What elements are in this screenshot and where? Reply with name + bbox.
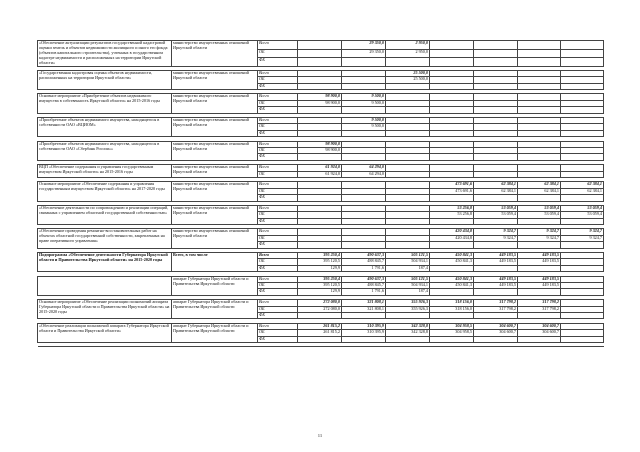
amount-cell: 342 328,8 (386, 323, 430, 329)
amount-cell (386, 58, 430, 67)
funding-source-cell: ОБ (258, 148, 298, 154)
funding-source-cell: Всего (258, 229, 298, 235)
responsible-cell: министерство имущественных отношений Иркутской области (172, 205, 258, 224)
amount-cell: 98 900,0 (298, 100, 342, 106)
program-name-cell: Основное мероприятие «Обеспечение содержания и управления государственным имуществом Иркутской области» на 2017-2020 годы (38, 182, 172, 201)
amount-cell: 317 798,2 (518, 300, 561, 306)
amount-cell: 261 815,2 (298, 323, 342, 329)
program-name-cell: Основное мероприятие «Обеспечение реализации полномочий аппарата Губернатора Иркутской области и Правительства Иркутской области» на 2015-2020 годы (38, 300, 172, 319)
funding-source-cell: ФБ (258, 242, 298, 248)
amount-cell: 9 500,0 (342, 118, 386, 124)
amount-cell: 321 808,1 (342, 306, 386, 312)
program-name-cell: ВЦП «Обеспечение содержания и управления государственным имуществом Иркутской области» на 2015-2016 годы (38, 165, 172, 178)
amount-cell: 53 059,4 (474, 205, 518, 211)
funding-source-cell: ОБ (258, 259, 298, 265)
funding-source-cell: ОБ (258, 282, 298, 288)
funding-source-cell: ОБ (258, 306, 298, 312)
amount-cell: 450 841,3 (430, 253, 474, 259)
responsible-cell: министерство имущественных отношений Иркутской области (172, 182, 258, 201)
amount-cell: 304 958,5 (430, 330, 474, 336)
budget-table (37, 40, 604, 347)
amount-cell: 420 434,8 (430, 235, 474, 241)
amount-cell: 9 324,7 (474, 229, 518, 235)
amount-cell (561, 49, 604, 58)
funding-source-cell: Всего (258, 323, 298, 329)
funding-source-cell: ФБ (258, 265, 298, 271)
amount-cell: 488 845,7 (342, 259, 386, 265)
amount-cell: 342 328,8 (386, 330, 430, 336)
funding-source-cell: ФБ (258, 83, 298, 89)
amount-cell: 53 059,4 (474, 212, 518, 218)
amount-cell: 9 500,0 (342, 124, 386, 130)
funding-source-cell: ФБ (258, 312, 298, 318)
funding-source-cell: ФБ (258, 130, 298, 136)
amount-cell: 62 384,1 (518, 182, 561, 188)
page-number: 11 (317, 433, 323, 438)
amount-cell: 53 059,4 (561, 205, 604, 211)
amount-cell: 490 637,3 (342, 253, 386, 259)
amount-cell: 1 791,6 (342, 289, 386, 295)
responsible-cell: министерство имущественных отношений Иркутской области (172, 41, 258, 67)
program-name-cell: Подпрограмма «Обеспечение деятельности Губернатора Иркутской области и Правительства Иркутской области» на 2015-2020 годы (38, 253, 172, 272)
amount-cell: 490 637,3 (342, 276, 386, 282)
funding-source-cell: Всего (258, 300, 298, 306)
amount-cell: 2 950,0 (386, 41, 430, 50)
funding-source-cell: Всего (258, 94, 298, 100)
amount-cell: 62 384,1 (474, 182, 518, 188)
responsible-cell: министерство имущественных отношений Иркутской области (172, 94, 258, 113)
responsible-cell: аппарат Губернатора Иркутской области и Правительства Иркутской области (172, 276, 258, 295)
amount-cell: 53 256,8 (430, 205, 474, 211)
responsible-cell: министерство имущественных отношений Иркутской области (172, 165, 258, 178)
amount-cell: 187,4 (386, 265, 430, 271)
amount-cell: 318 156,0 (430, 300, 474, 306)
amount-cell: 450 841,3 (430, 276, 474, 282)
funding-source-cell: Всего (258, 141, 298, 147)
amount-cell (518, 58, 561, 67)
amount-cell: 450 841,3 (430, 259, 474, 265)
amount-cell: 62 384,1 (561, 188, 604, 194)
amount-cell: 505 121,5 (386, 276, 430, 282)
amount-cell: 62 384,1 (518, 188, 561, 194)
amount-cell (474, 41, 518, 50)
amount-cell: 304 958,5 (430, 323, 474, 329)
amount-cell: 355 926,3 (386, 306, 430, 312)
funding-source-cell: ОБ (258, 235, 298, 241)
responsible-cell: аппарат Губернатора Иркутской области и Правительства Иркутской области (172, 300, 258, 319)
funding-source-cell: ОБ (258, 212, 298, 218)
responsible-cell: министерство имущественных отношений Иркутской области (172, 118, 258, 137)
amount-cell: 64 294,0 (342, 171, 386, 177)
amount-cell (518, 49, 561, 58)
program-name-cell: «Обеспечение реализации полномочий аппарата Губернатора Иркутской области и Правительства Иркутской области» (38, 323, 172, 342)
amount-cell: 321 808,1 (342, 300, 386, 306)
amount-cell (474, 58, 518, 67)
amount-cell: 504 934,1 (386, 259, 430, 265)
amount-cell: 473 691,6 (430, 182, 474, 188)
funding-source-cell: Всего (258, 253, 298, 259)
responsible-cell: министерство имущественных отношений Иркутской области (172, 229, 258, 248)
program-name-cell (38, 276, 172, 295)
amount-cell: 304 600,7 (518, 323, 561, 329)
amount-cell: 53 059,4 (561, 212, 604, 218)
amount-cell: 29 350,0 (342, 41, 386, 50)
funding-source-cell: ОБ (258, 77, 298, 83)
funding-source-cell: Всего (258, 276, 298, 282)
amount-cell: 62 384,1 (561, 182, 604, 188)
funding-source-cell: ОБ (258, 188, 298, 194)
amount-cell: 488 845,7 (342, 282, 386, 288)
amount-cell: 9 324,7 (474, 235, 518, 241)
amount-cell: 504 934,1 (386, 282, 430, 288)
amount-cell: 62 384,1 (474, 188, 518, 194)
amount-cell: 449 183,5 (474, 276, 518, 282)
amount-cell (474, 49, 518, 58)
amount-cell: 395 250,4 (298, 253, 342, 259)
program-name-cell: «Приобретение объектов недвижимого имущества, находящегося в собственности ОАО «Сбербанк России»» (38, 141, 172, 160)
amount-cell: 272 080,0 (298, 300, 342, 306)
amount-cell: 129,9 (298, 289, 342, 295)
amount-cell (298, 41, 342, 50)
funding-source-cell: ФБ (258, 107, 298, 113)
program-name-cell: Основное мероприятие «Приобретение объектов недвижимого имущества в собственность Иркутской области» на 2015-2016 годы (38, 94, 172, 113)
funding-source-cell: ФБ (258, 336, 298, 342)
table-row (38, 41, 604, 50)
amount-cell (430, 41, 474, 50)
row-gap (38, 342, 604, 346)
amount-cell: 318 156,0 (430, 306, 474, 312)
amount-cell: 449 183,5 (518, 276, 561, 282)
amount-cell: 317 798,2 (518, 306, 561, 312)
amount-cell: 304 600,7 (474, 330, 518, 336)
amount-cell: 317 798,2 (474, 306, 518, 312)
amount-cell: 261 815,2 (298, 330, 342, 336)
amount-cell: 187,4 (386, 289, 430, 295)
program-name-cell: «Приобретение объектов недвижимого имущества, находящегося в собственности ОАО «ВЦИОМ» (38, 118, 172, 137)
amount-cell (561, 41, 604, 50)
amount-cell: 9 324,7 (518, 229, 561, 235)
responsible-cell: министерство имущественных отношений Иркутской области (172, 141, 258, 160)
funding-source-cell: Всего (258, 182, 298, 188)
funding-source-cell: Всего (258, 70, 298, 76)
amount-cell: 304 600,7 (518, 330, 561, 336)
amount-cell: 29 350,0 (342, 49, 386, 58)
amount-cell: 449 183,5 (518, 259, 561, 265)
amount-cell: 9 324,7 (561, 229, 604, 235)
amount-cell: 98 900,0 (298, 141, 342, 147)
responsible-cell: аппарат Губернатора Иркутской области и Правительства Иркутской области (172, 323, 258, 342)
funding-source-cell: Всего (258, 205, 298, 211)
amount-cell: 449 183,5 (518, 253, 561, 259)
amount-cell: 310 395,9 (342, 323, 386, 329)
responsible-cell: Всего, в том числе (172, 253, 258, 272)
responsible-cell: министерство имущественных отношений Иркутской области (172, 70, 258, 89)
funding-source-cell: ОБ (258, 171, 298, 177)
funding-source-cell: Всего (258, 118, 298, 124)
amount-cell: 25 500,0 (386, 70, 430, 76)
amount-cell (430, 58, 474, 67)
amount-cell: 450 841,3 (430, 282, 474, 288)
amount-cell: 61 924,0 (298, 165, 342, 171)
amount-cell: 505 121,5 (386, 253, 430, 259)
amount-cell: 310 395,9 (342, 330, 386, 336)
amount-cell: 53 059,4 (518, 212, 561, 218)
row-gap-cell (38, 342, 604, 346)
amount-cell (298, 58, 342, 67)
funding-source-cell: ФБ (258, 289, 298, 295)
program-name-cell: «Обеспечение проведения ремонтно-восстановительных работ на объектах областной государственной собственности, закрепленных на праве оперативного управления» (38, 229, 172, 248)
amount-cell: 304 600,7 (474, 323, 518, 329)
amount-cell: 355 926,3 (386, 300, 430, 306)
funding-source-cell: ОБ (258, 100, 298, 106)
funding-source-cell: ФБ (258, 58, 298, 67)
program-name-cell: «Обеспечение деятельности по сопровождению и реализации операций, связанных с управлением областной государственной собственностью» (38, 205, 172, 224)
table-body (38, 41, 604, 347)
amount-cell: 395 120,5 (298, 259, 342, 265)
amount-cell (430, 49, 474, 58)
amount-cell: 449 183,5 (474, 282, 518, 288)
program-name-cell: «Государственная кадастровая оценка объектов недвижимости, расположенных на территории Иркутской области» (38, 70, 172, 89)
amount-cell: 272 080,0 (298, 306, 342, 312)
amount-cell: 53 256,8 (430, 212, 474, 218)
amount-cell: 25 500,0 (386, 77, 430, 83)
amount-cell: 449 183,5 (474, 253, 518, 259)
amount-cell: 98 900,0 (298, 148, 342, 154)
amount-cell: 395 250,4 (298, 276, 342, 282)
program-name-cell: «Обеспечение актуализации результатов государственной кадастровой оценки земель и объектов недвижимости жилищного и иного его фонда (объектов капитального строительства), учтенных в государственном кадастре недвижимости и расположенных на территории Иркутской области» (38, 41, 172, 67)
amount-cell: 98 900,0 (298, 94, 342, 100)
amount-cell (342, 58, 386, 67)
amount-cell: 1 791,6 (342, 265, 386, 271)
amount-cell (518, 41, 561, 50)
funding-source-cell: ОБ (258, 330, 298, 336)
amount-cell: 449 183,5 (518, 282, 561, 288)
amount-cell (298, 49, 342, 58)
amount-cell: 53 059,4 (518, 205, 561, 211)
funding-source-cell: ОБ (258, 124, 298, 130)
amount-cell: 473 691,6 (430, 188, 474, 194)
funding-source-cell: ФБ (258, 218, 298, 224)
amount-cell: 9 500,0 (342, 100, 386, 106)
amount-cell: 420 434,8 (430, 229, 474, 235)
funding-source-cell: ОБ (258, 49, 298, 58)
amount-cell: 449 183,5 (474, 259, 518, 265)
amount-cell: 64 294,0 (342, 165, 386, 171)
amount-cell: 129,9 (298, 265, 342, 271)
funding-source-cell: Всего (258, 165, 298, 171)
funding-source-cell: ФБ (258, 154, 298, 160)
amount-cell: 317 798,2 (474, 300, 518, 306)
funding-source-cell: Всего (258, 41, 298, 50)
amount-cell: 9 324,7 (518, 235, 561, 241)
amount-cell (561, 58, 604, 67)
amount-cell: 9 324,7 (561, 235, 604, 241)
amount-cell: 2 950,0 (386, 49, 430, 58)
funding-source-cell: ФБ (258, 195, 298, 201)
amount-cell: 61 924,0 (298, 171, 342, 177)
amount-cell: 9 500,0 (342, 94, 386, 100)
amount-cell: 395 120,5 (298, 282, 342, 288)
